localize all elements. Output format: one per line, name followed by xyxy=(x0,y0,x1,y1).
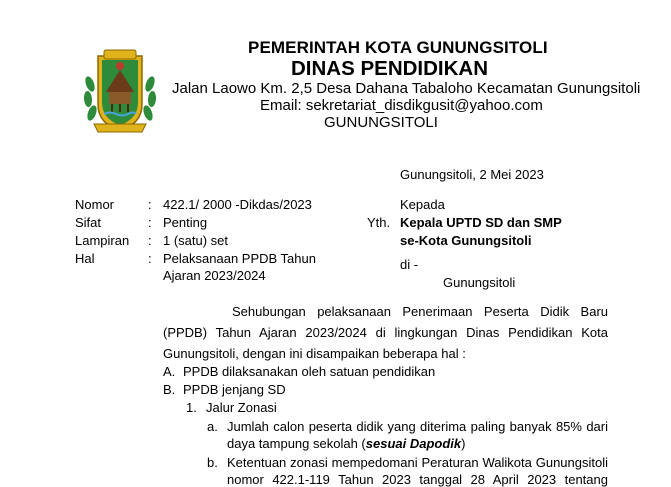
sub-1-marker: 1. xyxy=(186,400,197,415)
coat-of-arms-icon xyxy=(80,44,160,134)
recipient-yth: Yth. xyxy=(367,215,391,230)
sub-b-line1: Ketentuan zonasi mempedomani Peraturan Walikota Gunungsitoli xyxy=(227,455,608,470)
body-intro-line1: Sehubungan pelaksanaan Penerimaan Peserta Didik Baru xyxy=(232,304,608,319)
recipient-di: di - xyxy=(400,257,419,272)
recipient-name-line2: se-Kota Gunungsitoli xyxy=(400,233,532,248)
body-intro-line3: Gunungsitoli, dengan ini disampaikan beberapa hal : xyxy=(163,346,466,361)
meta-value-hal-line2: Ajaran 2023/2024 xyxy=(163,268,266,283)
meta-value-nomor: 422.1/ 2000 -Dikdas/2023 xyxy=(163,197,312,212)
item-a-text: PPDB dilaksanakan oleh satuan pendidikan xyxy=(183,364,436,379)
sub-a-line2 xyxy=(227,436,465,451)
header-department: DINAS PENDIDIKAN xyxy=(291,57,489,80)
body-intro-line2: (PPDB) Tahun Ajaran 2023/2024 di lingkungan Dinas Pendidikan Kota xyxy=(163,325,608,340)
meta-value-sifat: Penting xyxy=(163,215,208,230)
meta-colon: : xyxy=(148,215,152,230)
item-b-marker: B. xyxy=(163,382,176,397)
sub-a-line2-emphasis: sesuai Dapodik xyxy=(365,436,462,451)
sub-b-line2: nomor 422.1-119 Tahun 2023 tanggal 28 April 2023 tentang xyxy=(227,472,608,487)
sub-b-marker: b. xyxy=(207,455,218,470)
sub-a-line2-end: ) xyxy=(461,436,466,451)
letter-date: Gunungsitoli, 2 Mei 2023 xyxy=(400,167,544,182)
header-government: PEMERINTAH KOTA GUNUNGSITOLI xyxy=(248,38,548,57)
meta-colon: : xyxy=(148,233,152,248)
meta-colon: : xyxy=(148,251,152,266)
header-email: Email: sekretariat_disdikgusit@yahoo.com xyxy=(260,97,543,114)
sub-a-line1: Jumlah calon peserta didik yang diterima paling banyak 85% dari xyxy=(227,419,608,434)
item-b-text: PPDB jenjang SD xyxy=(183,382,286,397)
header-address: Jalan Laowo Km. 2,5 Desa Dahana Tabaloho Kecamatan Gunungsitoli xyxy=(172,80,641,97)
item-a-marker: A. xyxy=(163,364,176,379)
recipient-name-line1: Kepala UPTD SD dan SMP xyxy=(400,215,562,230)
sub-1-text: Jalur Zonasi xyxy=(206,400,277,415)
recipient-place: Gunungsitoli xyxy=(443,275,516,290)
meta-label-sifat: Sifat xyxy=(75,215,102,230)
recipient-kepada: Kepada xyxy=(400,197,445,212)
meta-value-lampiran: 1 (satu) set xyxy=(163,233,229,248)
sub-a-line2-plain: daya tampung sekolah ( xyxy=(227,436,366,451)
meta-colon: : xyxy=(148,197,152,212)
header-city: GUNUNGSITOLI xyxy=(324,114,438,131)
meta-label-nomor: Nomor xyxy=(75,197,115,212)
sub-a-marker: a. xyxy=(207,419,218,434)
meta-label-hal: Hal xyxy=(75,251,95,266)
meta-value-hal: Pelaksanaan PPDB Tahun xyxy=(163,251,316,266)
meta-label-lampiran: Lampiran xyxy=(75,233,130,248)
